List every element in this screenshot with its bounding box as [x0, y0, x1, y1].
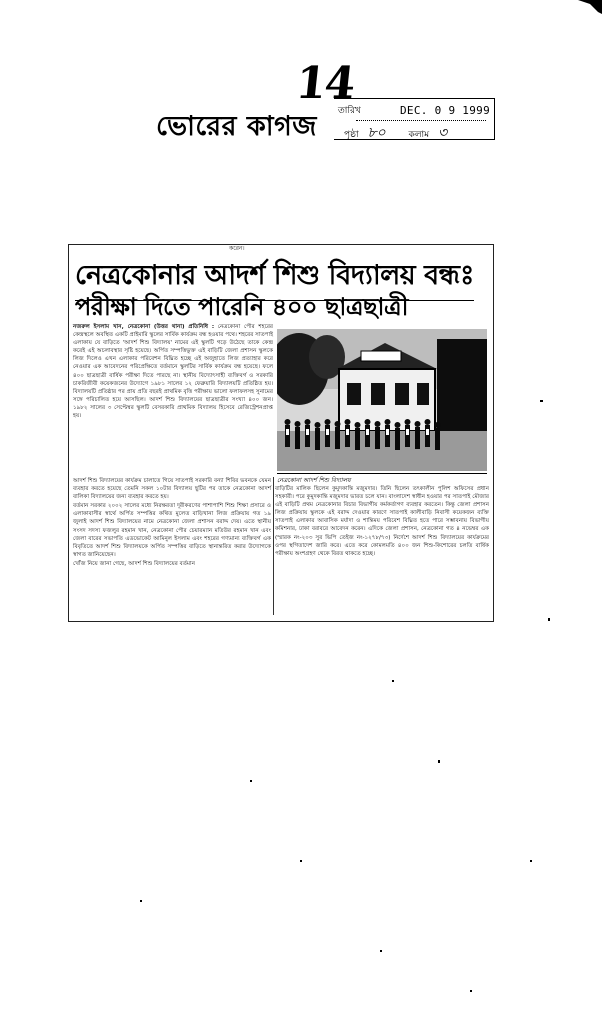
- scan-speck: [392, 680, 394, 682]
- newspaper-masthead: ভোরের কাগজ: [156, 111, 317, 142]
- stamp-column-value: ৩: [438, 125, 448, 141]
- school-photo: [277, 329, 487, 471]
- article-column-left: [73, 323, 273, 421]
- headline-line-1: নেত্রকোনার আদর্শ শিশু বিদ্যালয় বন্ধঃ: [75, 255, 474, 301]
- scan-speck: [140, 900, 142, 902]
- article-column-right: [275, 485, 489, 558]
- stamp-date-value: DEC. 0 9 1999: [400, 104, 490, 117]
- stamp-page-label: পৃষ্ঠা: [344, 130, 359, 140]
- scan-speck: [250, 780, 252, 782]
- article-paragraph-text: নেত্রকোনা পৌর শহরের কেন্দ্রস্থলে অবস্থিত একটি প্রাইমারি স্কুলের সার্বিক কার্যক্রম বন্ধ হওয়ার পথে। শহরের সাতপাই এলাকায় যে বাড়িতে 'আদর্শ শিশু বিদ্যালয়' নামের এই স্কুলটি গড়ে উঠেছে তাকে কেন্দ্র করেই এই অচলাবস্থার সৃষ্টি হয়েছে। অর্পিত সম্পত্তিভুক্ত এই বাড়িটি জেলা প্রশাসন স্কুলকে লিজ দিলেও এখন এলাকার পরিবেশন বিঘ্নিত হচ্ছে এই অজুহাতে লিজ প্রত্যাহার করে নেওয়ার এক আবেদনের পরিপ্রেক্ষিতে বর্তমানে স্কুলটির সার্বিক কার্যক্রম বন্ধ হয়েছে। ফলে ৪০০ ছাত্রছাত্রী বার্ষিক পরীক্ষা দিতে পারছে না। স্থানীয় বিদ্যোৎসাহী ব্যক্তিবর্গ ও সরকারি চাকরিজীবী কয়েকজনের উদ্যোগে ১৯৮১ সালের ১২ ফেব্রুয়ারি বিদ্যালয়টি প্রতিষ্ঠিত হয়। বিদ্যালয়টি প্রতিষ্ঠার পর প্রায় প্রতি বছরই প্রাথমিক বৃত্তি পরীক্ষায় ভালো ফলাফলসহ সুনামের সঙ্গে পরিচালিত হয়ে আসছিল। আদর্শ শিশু বিদ্যালয়ের ছাত্রছাত্রীর সংখ্যা ৪০০ জন। ১৯৮২ সালের ৩ সেপ্টেম্বর স্কুলটি বেসরকারি প্রাথমিক বিদ্যালয় হিসেবে রেজিস্ট্রেশনপ্রাপ্ত হয়।: [73, 324, 274, 420]
- clipping-top-fragment: করেন।: [229, 245, 245, 252]
- scan-speck: [548, 618, 550, 621]
- headline-line-2: পরীক্ষা দিতে পারেনি ৪০০ ছাত্রছাত্রী: [75, 293, 409, 321]
- article-paragraph: খোঁজ নিয়ে জানা গেছে, আদর্শ শিশু বিদ্যালয়ের বর্তমান: [73, 560, 195, 567]
- stamp-date-label: তারিখ: [338, 106, 361, 116]
- scan-speck: [540, 400, 543, 402]
- archive-stamp: [334, 98, 495, 140]
- scan-speck: [438, 760, 440, 763]
- scan-speck: [300, 860, 302, 862]
- article-paragraph: [73, 323, 273, 420]
- article-paragraph: বাড়িটির মালিক ছিলেন কুমুদকান্তি মজুমদার। তিনি ছিলেন তৎকালীন পুলিশ অফিসের প্রধান সহকারী। পরে কুমুদকান্তি মজুমদার ভারত চলে যান। বাংলাদেশ স্বাধীন হওয়ার পর সাতপাই মৌজার এই বাড়িটি প্রথম নেত্রকোনার বিচার বিভাগীয় কর্মকর্তাগণ ব্যবহার করতেন। কিন্তু জেলা প্রশাসন লিজ প্রক্রিয়ায় স্কুলকে এই বরাদ্দ দেওয়ার কারণে সাতপাই কালীবাড়ি নিবাসী কয়েকজন ব্যক্তি সাতপাই এলাকার আবাসিক মর্যাদা ও শান্তিময় পরিবেশ বিঘ্নিত হতে পারে সম্ভাবনায় বিভাগীয় কমিশনার, ঢাকা বরাবরে আবেদন করেন। এদিকে জেলা প্রশাসন, নেত্রকোনা গত ৪ নভেম্বর এক (স্মারক নং-২০৩ সুর ভিপি তেইজ নং-১২৭৮/৭৩) নির্দেশে আদর্শ শিশু বিদ্যালয়ের কার্যক্রমের ওপর স্থগিতাদেশ জারি করে। এতে করে কোমলমতি ৪০০ জন শিশু-কিশোরের চলতি বার্ষিক পরীক্ষায় অংশগ্রহণ থেকে বিরত থাকতে হচ্ছে।: [275, 486, 489, 557]
- photo-caption: নেত্রকোনা আদর্শ শিশু বিদ্যালয়: [277, 473, 487, 486]
- column-divider: [273, 477, 274, 615]
- handwritten-page-number: 14: [293, 58, 356, 109]
- stamp-page-value: ৮০: [367, 125, 386, 141]
- stamp-page-row: [344, 121, 447, 145]
- scan-speck: [380, 950, 382, 952]
- article-paragraph: আদর্শ শিশু বিদ্যালয়ের কার্যক্রম চালাতে গিয়ে সাতপাই সরকারি বন্যা শিবির ভবনকে যেমন ব্যবহার করতে হয়েছে তেমনি সকল ১০টার বিদ্যালয় ছুটির পর তাকে নেত্রকোনা আদর্শ বালিকা বিদ্যালয়ের জন্য ব্যবহার করতে হয়।: [73, 478, 271, 501]
- newspaper-clipping: [68, 244, 494, 622]
- article-byline: নজরুল ইসলাম খান, নেত্রকোনা (উত্তর থানা) প্রতিনিধি :: [73, 324, 215, 330]
- stamp-column-label: কলাম: [408, 130, 430, 140]
- article-paragraph: বর্তমান সরকার ২০০২ সালের মধ্যে নিরক্ষরতা দূরীকরণের পাশাপাশি শিশু শিক্ষা প্রসারে ও এলাকাবাসীর স্বার্থে অর্পিত সম্পত্তির কথিত মুলেত বাড়িখানা লিজ প্রক্রিয়ায় গত ১৯ জুলাই আদর্শ শিশু বিদ্যালয়ের নামে নেত্রকোনা জেলা প্রশাসন বরাদ্দ দেয়। এতে স্থানীয় সংসদ সদস্য ফজলুর রহমান খান, নেত্রকোনা পৌর চেয়ারম্যান মতিউর রহমান খান এবং জেলা বারের সভাপতি এডভোকেট আমিনুল ইসলাম এবং শহরের গণ্যমান্য ব্যক্তিবর্গ এক বিবৃতিতে আদর্শ শিশু বিদ্যালয়কে অর্পিত সম্পত্তির বাড়িতে স্থানান্তরিত করার উদ্যোগকে স্বাগত জানিয়েছেন।: [73, 503, 271, 558]
- scan-speck: [470, 990, 472, 992]
- scan-corner-mark: [572, 0, 602, 14]
- article-column-bottom-left: [73, 477, 271, 569]
- scan-speck: [530, 860, 532, 862]
